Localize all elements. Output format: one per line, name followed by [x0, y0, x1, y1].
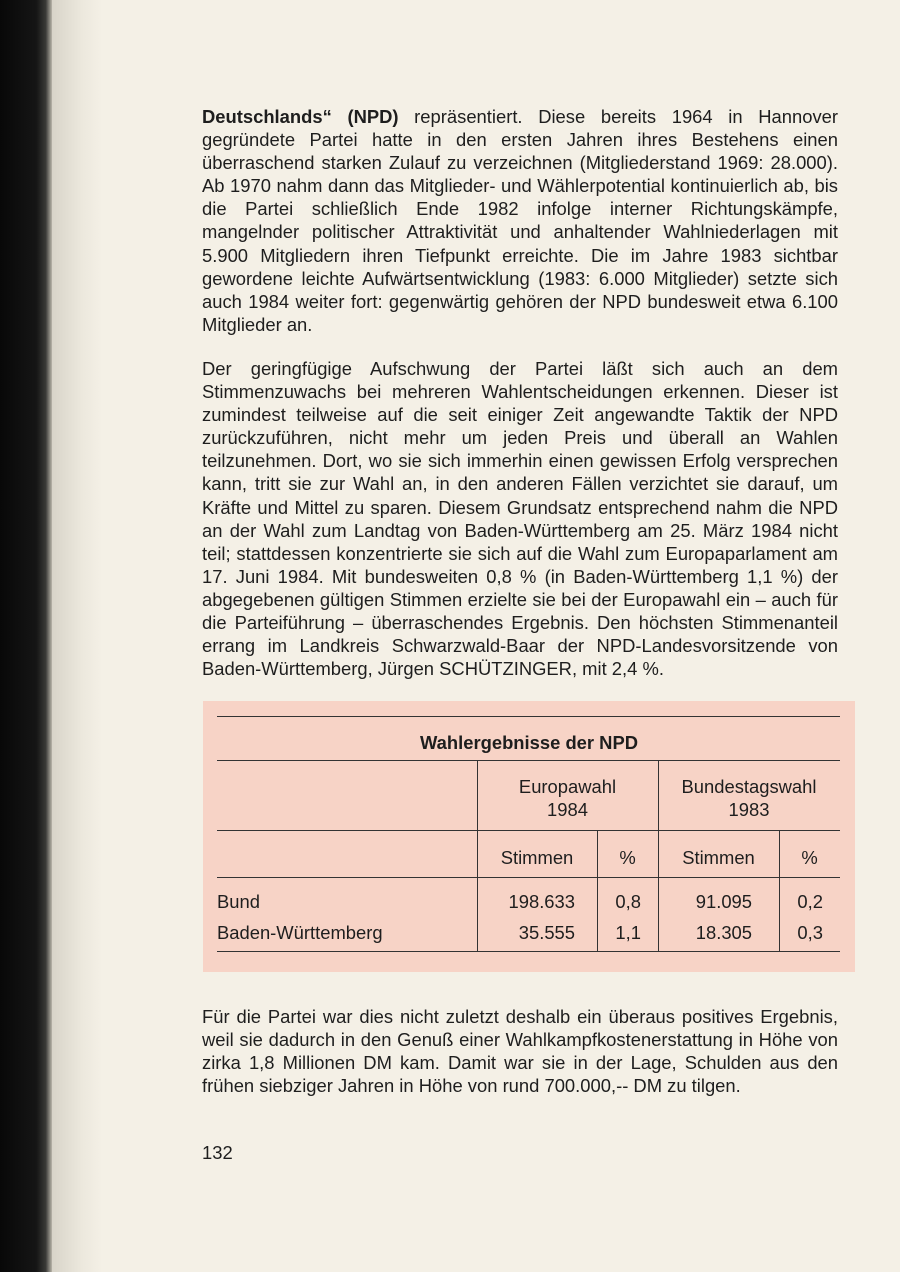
table-rule-groups	[217, 830, 840, 831]
table-rule-header	[217, 877, 840, 878]
header-europawahl-year: 1984	[547, 799, 588, 820]
cell-bund-eu-percent: 0,8	[615, 891, 641, 912]
cell-bund-eu-votes: 198.633	[508, 891, 575, 912]
row-label-bund: Bund	[217, 891, 260, 912]
header-bt-stimmen: Stimmen	[682, 847, 755, 868]
cell-bw-bt-votes: 18.305	[695, 922, 752, 943]
paragraph-npd-membership	[202, 105, 838, 336]
cell-bund-bt-percent: 0,2	[797, 891, 823, 912]
header-bundestagswahl: Bundestagswahl	[681, 776, 817, 797]
cell-bw-eu-votes: 35.555	[518, 922, 575, 943]
cell-bw-bt-percent: 0,3	[797, 922, 823, 943]
election-results-table	[203, 701, 855, 972]
paragraph-lead-bold: Deutschlands“ (NPD)	[202, 106, 399, 127]
page-number: 132	[202, 1142, 233, 1163]
header-bt-percent: %	[801, 847, 818, 868]
table-title: Wahlergebnisse der NPD	[419, 732, 639, 753]
row-label-baden-wuerttemberg: Baden-Württemberg	[217, 922, 383, 943]
cell-bund-bt-votes: 91.095	[695, 891, 752, 912]
page-gutter	[52, 0, 102, 1272]
paragraph-election-tactics: Der geringfügige Aufschwung der Partei läßt sich auch an dem Stimmenzuwachs bei mehreren Wahlentscheidungen erkennen. Dieser ist zumindest teilweise auf die seit einiger Zeit angewandte Taktik der NPD zurückzuführen, nicht mehr um jeden Preis und überall an Wahlen teilzunehmen. Dort, wo sie sich immerhin einen gewissen Erfolg versprechen kann, tritt sie zur Wahl an, in den anderen Fällen verzichtet sie darauf, um Kräfte und Mittel zu sparen. Diesem Grundsatz entsprechend nahm die NPD an der Wahl zum Landtag von Baden-Württemberg am 25. März 1984 nicht teil; stattdessen konzentrierte sie sich auf die Wahl zum Europaparlament am 17. Juni 1984. Mit bundesweiten 0,8 % (in Baden-Württemberg 1,1 %) der abgegebenen gültigen Stimmen erzielte sie bei der Europawahl ein – auch für die Parteiführung – überraschendes Ergebnis. Den höchsten Stimmenanteil errang im Landkreis Schwarzwald-Baar der NPD-Landesvorsitzende von Baden-Württemberg, Jürgen SCHÜTZINGER, mit 2,4 %.	[202, 358, 838, 680]
cell-bw-eu-percent: 1,1	[615, 922, 641, 943]
table-rule-bottom	[217, 951, 840, 952]
paragraph-campaign-refund: Für die Partei war dies nicht zuletzt deshalb ein überaus positives Ergebnis, weil sie dadurch in den Genuß einer Wahlkampfkostenerstattung in Höhe von zirka 1,8 Millionen DM kam. Damit war sie in der Lage, Schulden aus den frühen siebziger Jahren in Höhe von rund 700.000,-- DM zu tilgen.	[202, 1006, 838, 1097]
header-bundestagswahl-year: 1983	[728, 799, 770, 820]
table-rule-title	[217, 760, 840, 761]
book-binding-shadow	[0, 0, 52, 1272]
header-europawahl: Europawahl	[518, 776, 617, 797]
header-eu-stimmen: Stimmen	[500, 847, 574, 868]
header-eu-percent: %	[619, 847, 636, 868]
table-rule-top	[217, 716, 840, 717]
paragraph-body: repräsentiert. Diese bereits 1964 in Hannover gegründete Partei hatte in den ersten Jahren ihres Bestehens einen überraschend starken Zulauf zu verzeichnen (Mitgliederstand 1969: 28.000). Ab 1970 nahm dann das Mitglieder- und Wählerpotential kontinuierlich ab, bis die Partei schließlich Ende 1982 infolge interner Richtungskämpfe, mangelnder politischer Attraktivität und anhaltender Wahlniederlagen mit 5.900 Mitgliedern ihren Tiefpunkt erreichte. Die im Jahre 1983 sichtbar gewordene leichte Aufwärtsentwicklung (1983: 6.000 Mitglieder) setzte sich auch 1984 weiter fort: gegenwärtig gehören der NPD bundesweit etwa 6.100 Mitglieder an.	[202, 106, 838, 335]
